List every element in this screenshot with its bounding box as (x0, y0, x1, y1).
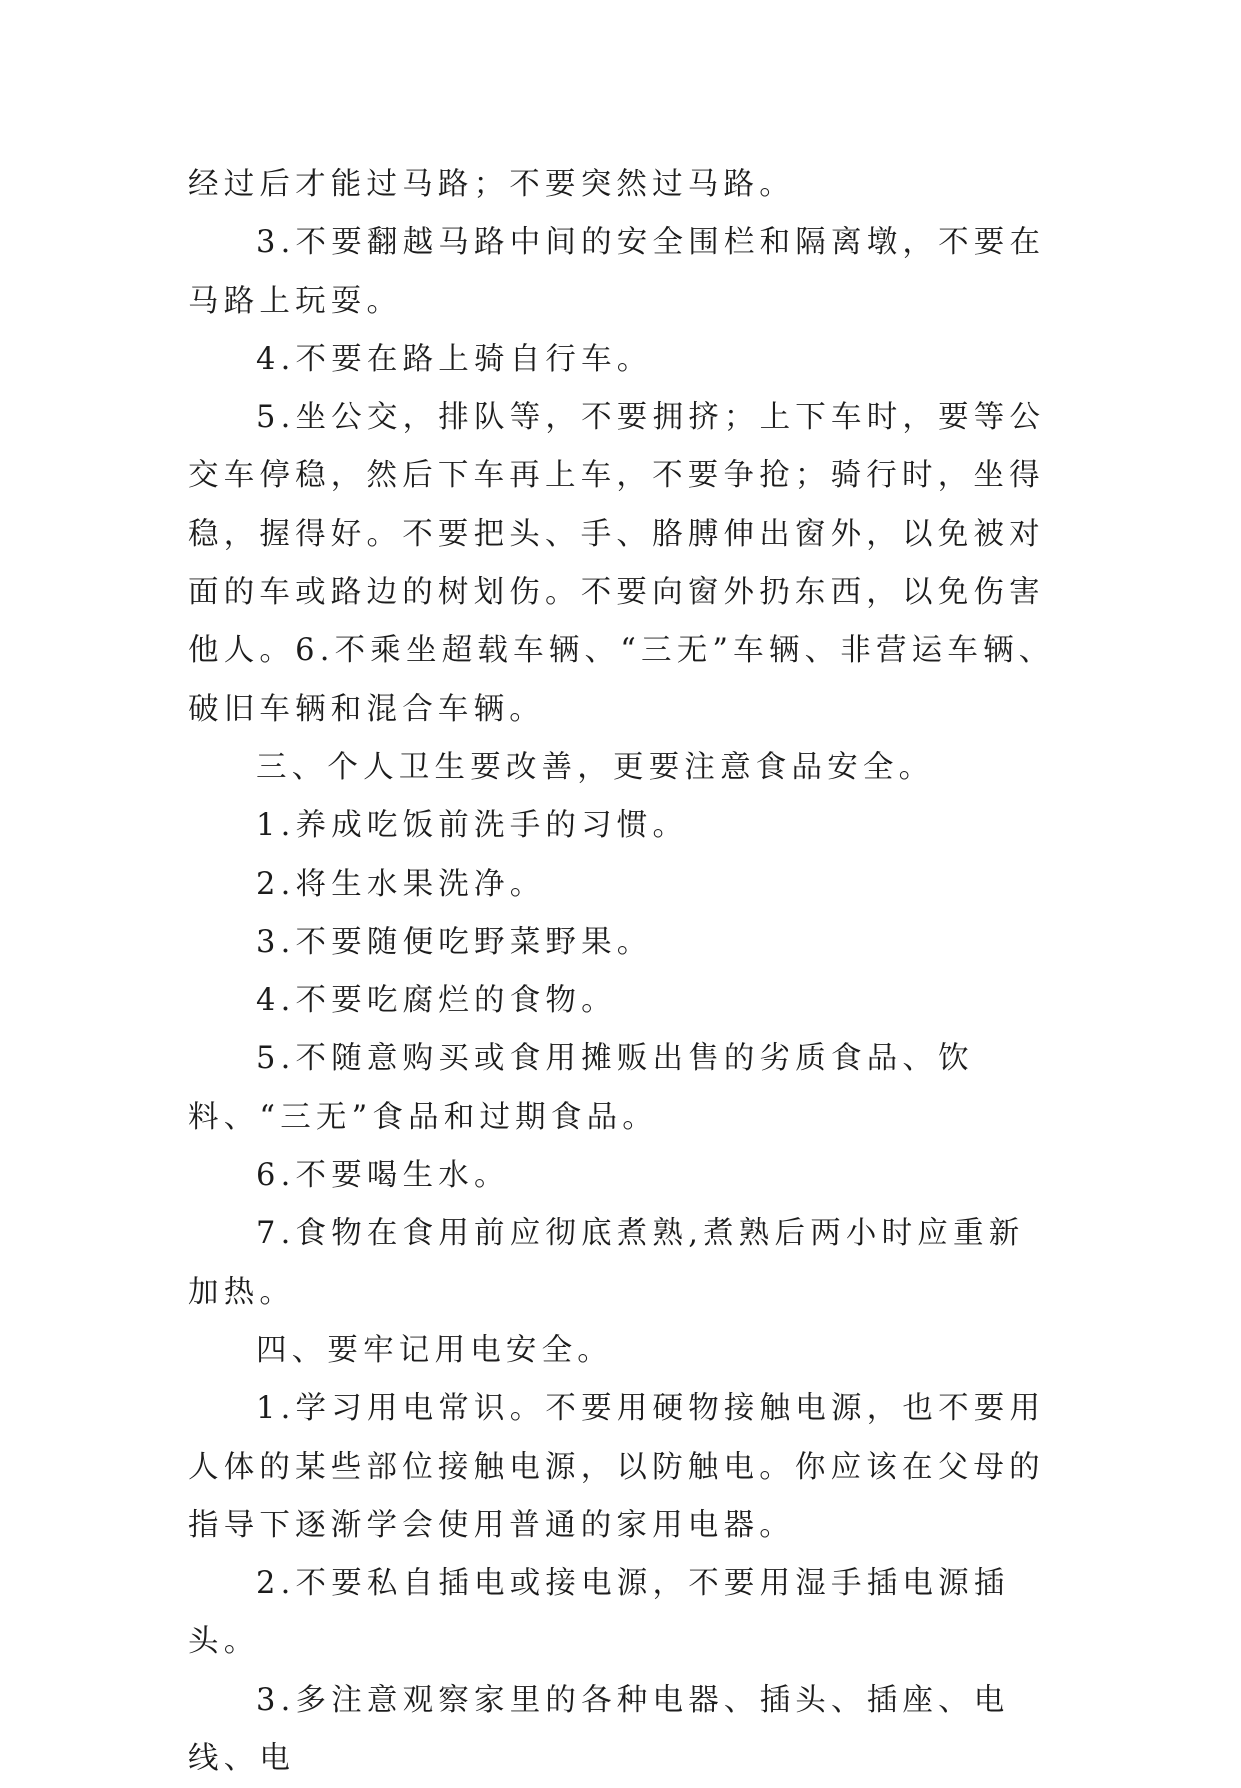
paragraph-hygiene-item-7: 7.食物在食用前应彻底煮熟,煮熟后两小时应重新加热。 (188, 1216, 1025, 1310)
paragraph-hygiene-item-3: 3.不要随便吃野菜野果。 (256, 924, 653, 960)
paragraph-electrical-item-3: 3.多注意观察家里的各种电器、插头、插座、电线、电 (188, 1682, 1010, 1777)
paragraph-hygiene-item-4: 4.不要吃腐烂的食物。 (256, 983, 617, 1019)
section-heading-electrical: 四、要牢记用电安全。 (256, 1332, 613, 1368)
paragraph-electrical-item-1: 1.学习用电常识。不要用硬物接触电源，也不要用人体的某些部位接触电源，以防触电。你应该在父母的指导下逐渐学会使用普通的家用电器。 (188, 1391, 1046, 1543)
paragraph-hygiene-item-5: 5.不随意购买或食用摊贩出售的劣质食品、饮料、“三无”食品和过期食品。 (188, 1041, 974, 1135)
paragraph-continuation: 经过后才能过马路；不要突然过马路。 (188, 167, 795, 202)
section-heading-hygiene: 三、个人卫生要改善，更要注意食品安全。 (256, 749, 935, 785)
paragraph-hygiene-item-6: 6.不要喝生水。 (256, 1158, 510, 1194)
paragraph-electrical-item-2: 2.不要私自插电或接电源，不要用湿手插电源插头。 (188, 1566, 1010, 1660)
paragraph-item-4-no-cycling: 4.不要在路上骑自行车。 (256, 341, 653, 377)
paragraph-item-3-no-climbing: 3.不要翻越马路中间的安全围栏和隔离墩，不要在马路上玩耍。 (188, 225, 1046, 319)
paragraph-item-5-bus-rules: 5.坐公交，排队等，不要拥挤；上下车时，要等公交车停稳，然后下车再上车，不要争抢；骑行时，坐得稳，握得好。不要把头、手、胳膊伸出窗外，以免被对面的车或路边的树划伤。不要向窗外扔东西，以免伤害他人。6.不乘坐超载车辆、“三无”车辆、非营运车辆、破旧车辆和混合车辆。 (188, 400, 1055, 727)
paragraph-hygiene-item-2: 2.将生水果洗净。 (256, 866, 546, 902)
document-body (188, 156, 1058, 1788)
paragraph-hygiene-item-1: 1.养成吃饭前洗手的习惯。 (256, 808, 689, 844)
